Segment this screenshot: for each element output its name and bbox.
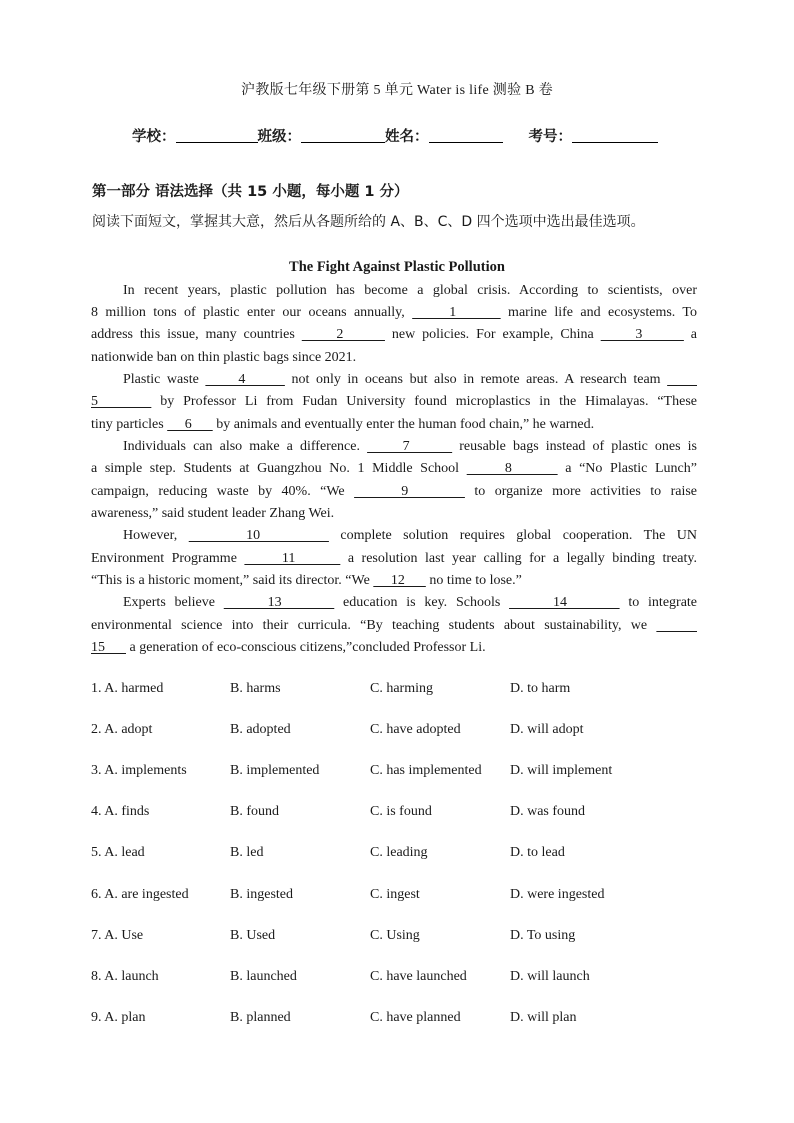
passage-text: address this issue, many countries [91,327,302,342]
option-d[interactable]: D. will adopt [510,722,584,737]
passage-line [91,640,697,656]
answer-blank: 14 [509,595,620,610]
option-c[interactable]: C. ingest [370,887,420,902]
passage-line [91,394,697,410]
passage-line [91,506,697,522]
option-d[interactable]: D. were ingested [510,887,605,902]
option-b[interactable]: B. implemented [230,763,320,778]
question-row [91,969,711,989]
passage-text: Plastic waste [123,372,206,387]
passage-text: by animals and eventually enter the human food chain,” he warned. [212,417,595,432]
question-row [91,887,711,907]
option-d[interactable]: D. to harm [510,681,571,696]
passage-text: Environment Programme [91,551,245,566]
passage-text: to organize more activities to raise [464,484,698,499]
passage-line [91,305,697,321]
option-c[interactable]: C. is found [370,804,432,819]
option-c[interactable]: C. have launched [370,969,467,984]
question-row [91,722,711,742]
option-b[interactable]: B. adopted [230,722,291,737]
passage-line [91,461,697,477]
student-info-row [132,125,658,146]
passage-text: marine life and ecosystems. To [500,305,698,320]
answer-blank: 11 [244,551,341,566]
answer-blank: 6 [167,417,213,432]
question-row [91,1010,711,1030]
question-row [91,763,711,783]
passage-text: to integrate [619,595,698,610]
passage-text: Experts believe [123,595,224,610]
class-field[interactable] [301,126,385,143]
passage-text: a “No Plastic Lunch” [557,461,697,476]
option-a[interactable]: 8. A. launch [91,969,159,984]
option-c[interactable]: C. have adopted [370,722,461,737]
name-field[interactable] [429,126,503,143]
question-row [91,681,711,701]
answer-blank: 10 [188,528,329,543]
question-row [91,928,711,948]
option-c[interactable]: C. leading [370,845,428,860]
answer-blank: 5 [91,394,152,409]
passage-text: “This is a historic moment,” said its director. “We [91,573,374,588]
school-label: 学校： [132,129,176,145]
option-a[interactable]: 2. A. adopt [91,722,153,737]
passage-line [123,528,697,544]
passage-line [123,372,697,388]
question-row [91,845,711,865]
option-a[interactable]: 1. A. harmed [91,681,164,696]
school-field[interactable] [176,126,258,143]
passage-text: environmental science into their curricula. “By teaching students about sustainability, we [91,618,657,633]
option-c[interactable]: C. harming [370,681,433,696]
passage-text: 8 million tons of plastic enter our oceans annually, [91,305,413,320]
option-d[interactable]: D. To using [510,928,576,943]
exam-number-field[interactable] [572,126,658,143]
passage-text: by Professor Li from Fudan University found microplastics in the Himalayas. “These [151,394,697,409]
answer-blank: 8 [466,461,558,476]
option-a[interactable]: 9. A. plan [91,1010,146,1025]
option-b[interactable]: B. Used [230,928,276,943]
answer-blank: 1 [412,305,501,320]
passage-line [123,439,697,455]
passage-line [91,618,697,634]
answer-blank: 9 [354,484,465,499]
option-c[interactable]: C. Using [370,928,420,943]
passage-line [91,350,697,366]
passage-text: a simple step. Students at Guangzhou No. 1 Middle School [91,461,467,476]
option-a[interactable]: 6. A. are ingested [91,887,189,902]
exam-number-label: 考号： [528,129,572,145]
passage-text: In recent years, plastic pollution has become a global crisis. According to scientists, over [123,283,697,298]
passage-text: new policies. For example, China [384,327,601,342]
option-d[interactable]: D. will launch [510,969,590,984]
option-a[interactable]: 3. A. implements [91,763,187,778]
passage-line [91,327,697,343]
passage-text: campaign, reducing waste by 40%. “We [91,484,355,499]
answer-blank: 3 [600,327,684,342]
question-row [91,804,711,824]
passage-text: complete solution requires global cooperation. The UN [328,528,698,543]
passage-text: tiny particles [91,417,168,432]
passage-text: education is key. Schools [334,595,510,610]
option-b[interactable]: B. launched [230,969,297,984]
passage-line [91,551,697,567]
section-instruction: 阅读下面短文，掌握其大意，然后从各题所给的 A、B、C、D 四个选项中选出最佳选项。 [92,214,645,230]
option-a[interactable]: 7. A. Use [91,928,144,943]
option-d[interactable]: D. will implement [510,763,613,778]
option-b[interactable]: B. found [230,804,279,819]
passage-line [91,417,697,433]
answer-blank: 7 [367,439,453,454]
passage-text: no time to lose.” [425,573,522,588]
option-d[interactable]: D. to lead [510,845,565,860]
passage-text: However, [123,528,189,543]
answer-blank: 13 [223,595,335,610]
answer-blank [656,618,697,633]
option-b[interactable]: B. ingested [230,887,293,902]
class-label: 班级： [257,129,301,145]
answer-blank: 15 [91,640,126,655]
passage-text: Individuals can also make a difference. [123,439,368,454]
option-b[interactable]: B. harms [230,681,281,696]
option-c[interactable]: C. has implemented [370,763,482,778]
option-d[interactable]: D. will plan [510,1010,577,1025]
passage-line [123,283,697,299]
answer-blank: 4 [205,372,285,387]
passage-text: not only in oceans but also in remote areas. A research team [284,372,668,387]
passage-title: The Fight Against Plastic Pollution [289,259,505,275]
passage-text: a [683,327,698,342]
passage-text: awareness,” said student leader Zhang Wei. [91,506,335,521]
answer-blank [667,372,697,387]
passage-line [91,484,697,500]
option-b[interactable]: B. led [230,845,264,860]
answer-blank: 12 [373,573,426,588]
name-label: 姓名： [385,129,429,145]
option-a[interactable]: 5. A. lead [91,845,145,860]
passage-text: a generation of eco-conscious citizens,”concluded Professor Li. [126,640,486,655]
option-a[interactable]: 4. A. finds [91,804,150,819]
passage-text: reusable bags instead of plastic ones is [452,439,698,454]
passage-text: nationwide ban on thin plastic bags since 2021. [91,350,357,365]
passage-line [91,573,697,589]
section-title: 第一部分 语法选择（共 15 小题，每小题 1 分） [92,184,409,200]
document-title: 沪教版七年级下册第 5 单元 Water is life 测验 B 卷 [241,83,553,98]
passage-text: a resolution last year calling for a legally binding treaty. [340,551,697,566]
passage-line [123,595,697,611]
option-d[interactable]: D. was found [510,804,586,819]
option-c[interactable]: C. have planned [370,1010,461,1025]
answer-blank: 2 [301,327,385,342]
option-b[interactable]: B. planned [230,1010,291,1025]
